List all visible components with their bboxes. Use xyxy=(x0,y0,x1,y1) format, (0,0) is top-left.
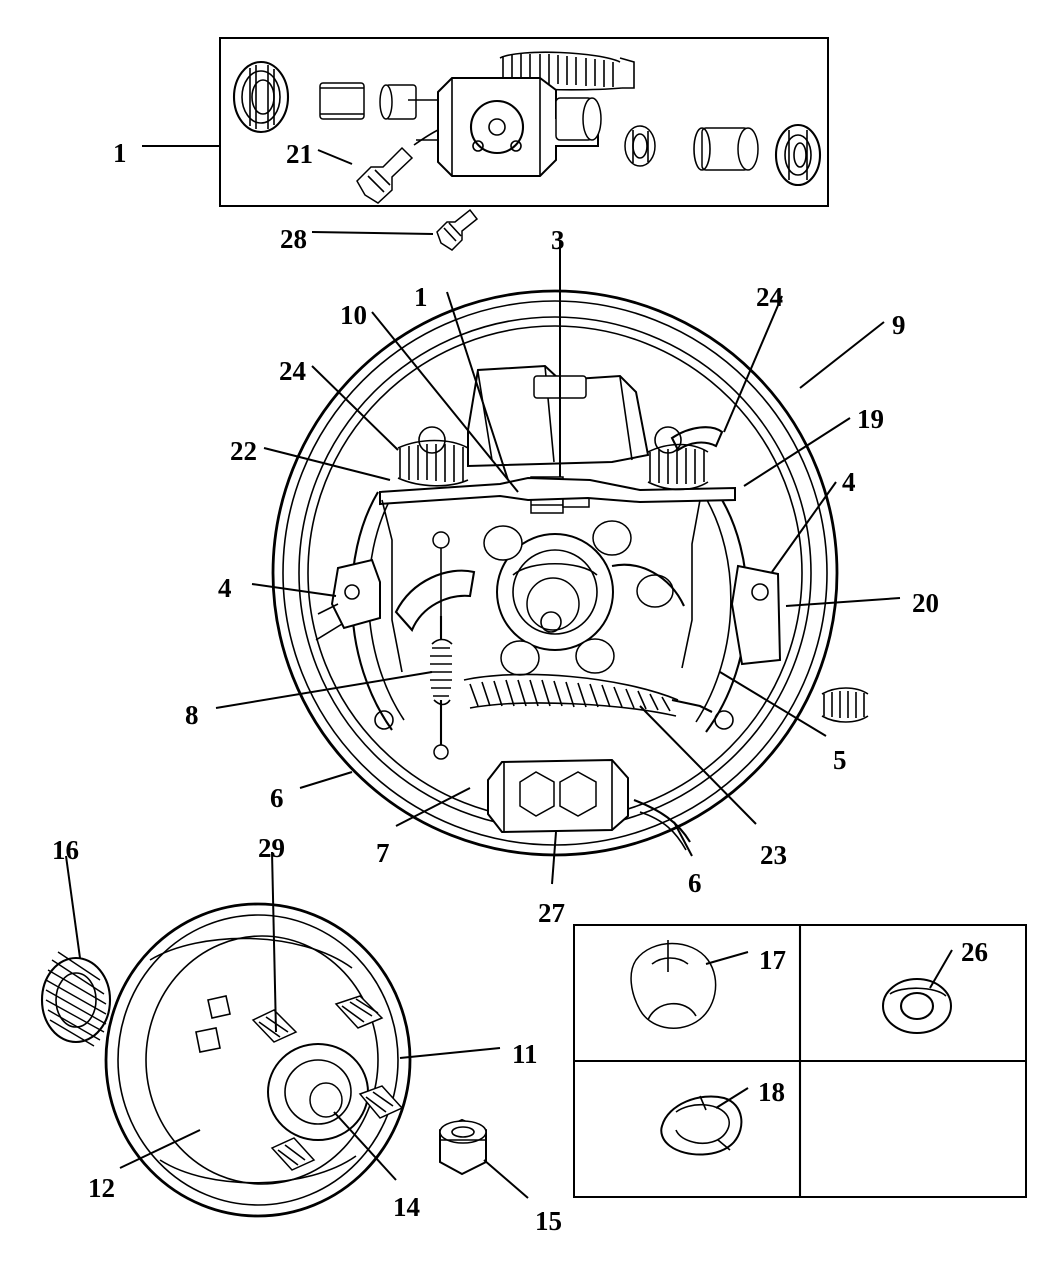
anchor-plate-right xyxy=(732,566,780,664)
callout-22: 22 xyxy=(230,436,257,466)
callout-27: 27 xyxy=(538,898,565,928)
leader-11 xyxy=(400,1048,500,1058)
wheel-stud xyxy=(336,996,382,1028)
bottom-adjuster-bracket xyxy=(488,760,628,832)
side-spring-right xyxy=(822,688,868,722)
wheel-cylinder-detail-panel xyxy=(220,38,828,206)
leader-29 xyxy=(272,852,276,1032)
callout-21: 21 xyxy=(286,139,313,169)
leader-28 xyxy=(312,232,433,234)
lug-pad xyxy=(576,639,614,673)
lug-pad xyxy=(484,526,522,560)
callout-19: 19 xyxy=(857,404,884,434)
brake-drum-assembly xyxy=(106,904,410,1216)
callout-3: 3 xyxy=(551,225,565,255)
callout-23: 23 xyxy=(760,840,787,870)
piston-cup-part xyxy=(320,83,364,119)
leader-27 xyxy=(552,832,556,884)
callout-18: 18 xyxy=(758,1077,785,1107)
lug-pad xyxy=(501,641,539,675)
callout-12: 12 xyxy=(88,1173,115,1203)
return-spring-left xyxy=(398,441,468,486)
callout-7: 7 xyxy=(376,838,390,868)
leader-5 xyxy=(720,672,826,736)
callout-16: 16 xyxy=(52,835,79,865)
leader-8 xyxy=(216,672,432,708)
leader-20 xyxy=(786,598,900,606)
callout-26: 26 xyxy=(961,937,988,967)
lug-pad xyxy=(593,521,631,555)
bleeder-screw-28-part xyxy=(437,210,477,250)
callout-29: 29 xyxy=(258,833,285,863)
callout-1-plate: 1 xyxy=(414,282,428,312)
mounted-wheel-cylinder xyxy=(468,366,648,466)
callout-15: 15 xyxy=(535,1206,562,1236)
leader-9 xyxy=(800,322,884,388)
leader-16 xyxy=(66,856,80,958)
callout-20: 20 xyxy=(912,588,939,618)
lug-pad xyxy=(637,575,673,607)
backing-plate-assembly xyxy=(273,240,868,855)
leader-23 xyxy=(640,706,756,824)
hold-down-spring xyxy=(430,532,452,759)
cylinder-seal-part xyxy=(625,126,655,166)
callout-24-left: 24 xyxy=(279,356,306,386)
plate-hole xyxy=(715,711,733,729)
callout-11: 11 xyxy=(512,1039,538,1069)
wheel-stud xyxy=(272,1138,314,1170)
callout-8: 8 xyxy=(185,700,199,730)
callout-9: 9 xyxy=(892,310,906,340)
plate-hole xyxy=(375,711,393,729)
wheel-stud xyxy=(253,1010,296,1042)
small-parts-panel xyxy=(574,925,1026,1197)
cylinder-piston-part xyxy=(694,128,758,170)
leader-15 xyxy=(484,1160,528,1198)
callout-14: 14 xyxy=(393,1192,420,1222)
leader-7 xyxy=(396,788,470,826)
leader-22 xyxy=(264,448,390,480)
small-cup-part xyxy=(380,85,416,119)
shoe-web-left xyxy=(396,571,474,630)
callout-6-left: 6 xyxy=(270,783,284,813)
lower-adjuster-spring xyxy=(464,674,678,716)
callout-1-top: 1 xyxy=(113,138,127,168)
leader-6-left xyxy=(300,772,352,788)
callout-5: 5 xyxy=(833,745,847,775)
callout-17: 17 xyxy=(759,945,786,975)
callout-24-right: 24 xyxy=(756,282,783,312)
leader-4-left xyxy=(252,584,336,596)
washer-part xyxy=(883,979,951,1033)
callout-4-right: 4 xyxy=(842,467,856,497)
callout-4-left: 4 xyxy=(218,573,232,603)
callout-6-right: 6 xyxy=(688,868,702,898)
callout-10: 10 xyxy=(340,300,367,330)
hub-nut-part xyxy=(440,1120,486,1174)
grease-seal-part xyxy=(42,952,110,1046)
callout-28: 28 xyxy=(280,224,307,254)
